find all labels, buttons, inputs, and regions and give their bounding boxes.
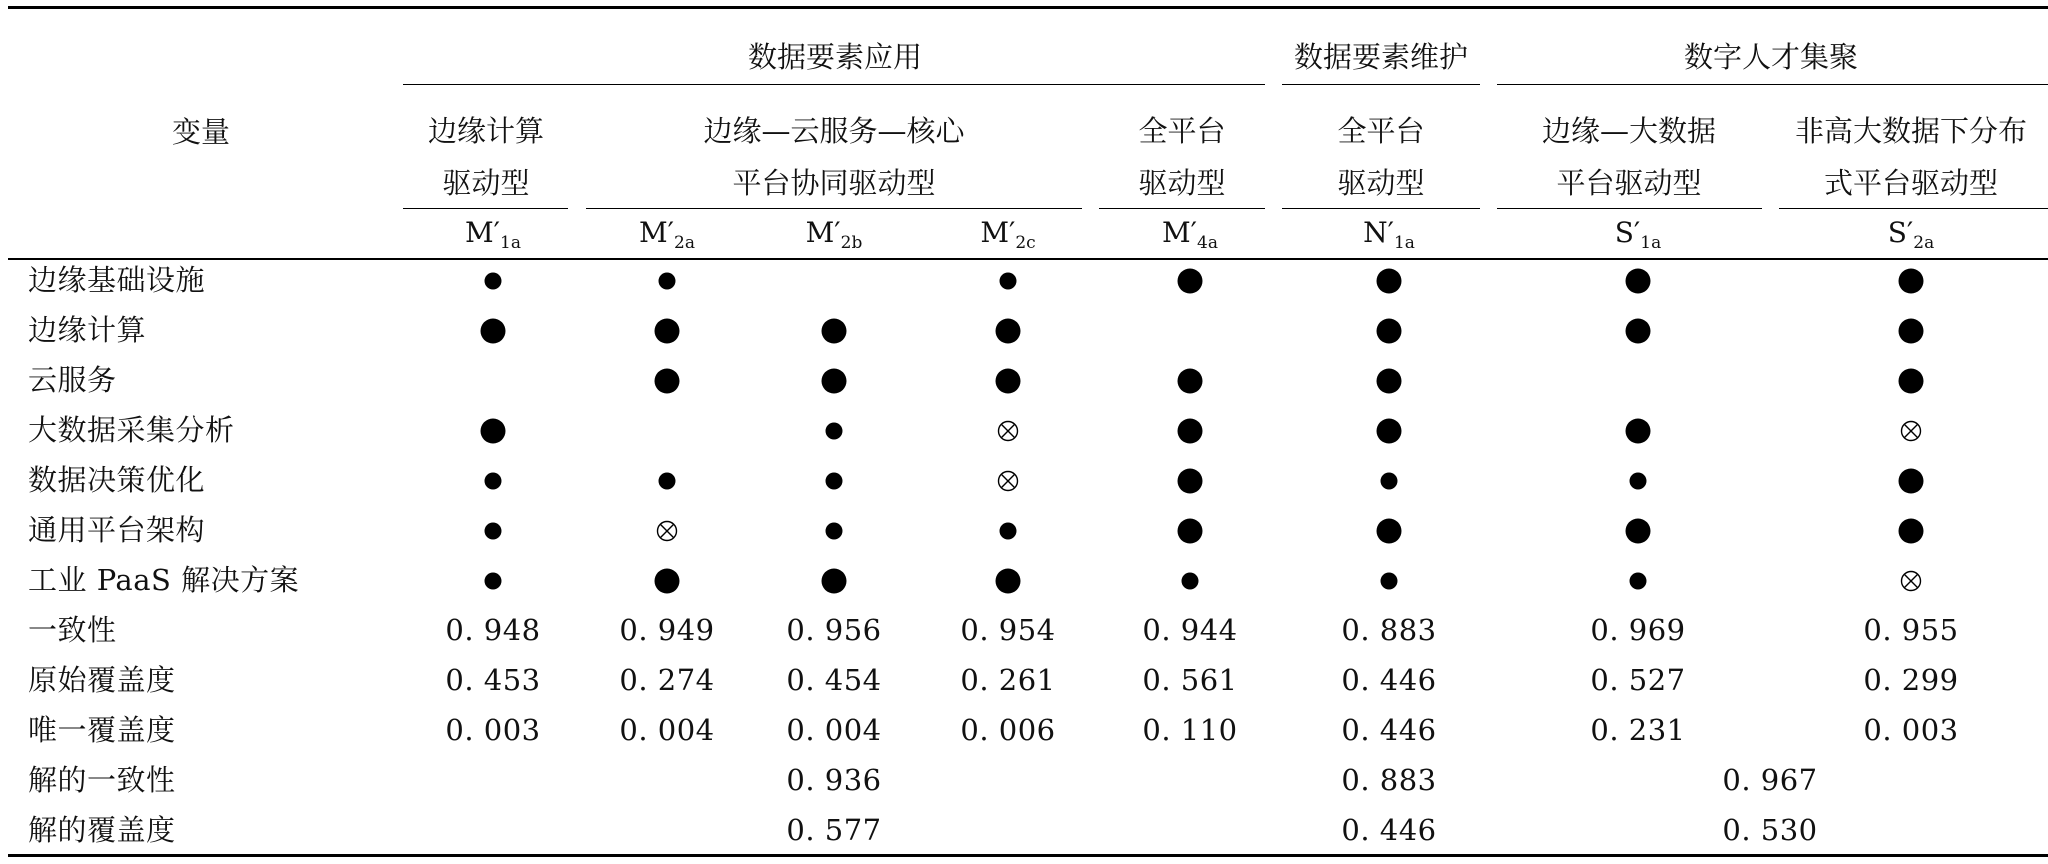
- peripheral-condition-dot: [659, 473, 676, 490]
- config-code-base: S′: [1614, 216, 1641, 249]
- peripheral-condition-dot: [485, 273, 502, 290]
- metric-value: 0. 004: [786, 713, 882, 747]
- core-condition-dot: [1377, 319, 1402, 344]
- config-code-7: [1614, 216, 1662, 253]
- config-code-5: [1162, 216, 1218, 253]
- peripheral-condition-dot: [1182, 573, 1199, 590]
- absent-condition-icon: [656, 520, 678, 542]
- peripheral-condition-dot: [1000, 273, 1017, 290]
- sub-rule-1: [403, 208, 568, 209]
- peripheral-condition-dot: [1381, 473, 1398, 490]
- absent-condition-icon: [997, 420, 1019, 442]
- core-condition-dot: [996, 569, 1021, 594]
- config-code-base: M′: [805, 216, 841, 249]
- config-code-subscript: 1a: [1393, 233, 1415, 253]
- metric-value: 0. 231: [1590, 713, 1686, 747]
- config-code-3: [805, 216, 863, 253]
- metric-value: 0. 446: [1341, 663, 1437, 697]
- group-header-data-application: 数据要素应用: [747, 40, 923, 74]
- metric-value: 0. 006: [960, 713, 1056, 747]
- solution-label: 解的一致性: [28, 763, 176, 797]
- top-rule: [8, 6, 2048, 9]
- bottom-rule: [8, 854, 2048, 857]
- core-condition-dot: [822, 369, 847, 394]
- group-rule-talent: [1497, 84, 2048, 85]
- core-condition-dot: [822, 569, 847, 594]
- config-code-base: M′: [639, 216, 675, 249]
- metric-value: 0. 454: [786, 663, 882, 697]
- variable-header: 变量: [172, 115, 231, 149]
- peripheral-condition-dot: [826, 523, 843, 540]
- solution-value: 0. 967: [1722, 763, 1818, 797]
- config-code-1: [465, 216, 521, 253]
- core-condition-dot: [1899, 319, 1924, 344]
- metric-value: 0. 956: [786, 613, 882, 647]
- config-code-subscript: 2a: [674, 233, 695, 253]
- config-code-subscript: 1a: [1640, 233, 1662, 253]
- peripheral-condition-dot: [826, 473, 843, 490]
- header-bottom-rule: [8, 258, 2048, 260]
- core-condition-dot: [1377, 269, 1402, 294]
- core-condition-dot: [1178, 419, 1203, 444]
- metric-value: 0. 561: [1142, 663, 1238, 697]
- core-condition-dot: [1899, 269, 1924, 294]
- core-condition-dot: [1626, 419, 1651, 444]
- core-condition-dot: [1178, 369, 1203, 394]
- metric-label: 一致性: [28, 613, 117, 647]
- config-code-subscript: 1a: [500, 233, 521, 253]
- core-condition-dot: [655, 319, 680, 344]
- metric-value: 0. 955: [1863, 613, 1959, 647]
- core-condition-dot: [1899, 519, 1924, 544]
- solution-value: 0. 530: [1722, 813, 1818, 847]
- variable-label: 通用平台架构: [28, 513, 206, 547]
- metric-value: 0. 883: [1341, 613, 1437, 647]
- config-code-base: M′: [465, 216, 501, 249]
- metric-value: 0. 453: [445, 663, 541, 697]
- peripheral-condition-dot: [485, 573, 502, 590]
- subgroup-3-line1: 全平台: [1138, 114, 1226, 148]
- sub-rule-6: [1779, 208, 2048, 209]
- variable-label: 边缘计算: [28, 313, 147, 347]
- config-code-subscript: 2b: [840, 233, 863, 253]
- absent-condition-icon: [1900, 420, 1922, 442]
- subgroup-3-line2: 驱动型: [1138, 166, 1226, 200]
- variable-label: 数据决策优化: [28, 463, 206, 497]
- core-condition-dot: [996, 319, 1021, 344]
- core-condition-dot: [655, 369, 680, 394]
- core-condition-dot: [1377, 369, 1402, 394]
- metric-value: 0. 948: [445, 613, 541, 647]
- solution-value: 0. 883: [1341, 763, 1437, 797]
- group-header-data-maintenance: 数据要素维护: [1293, 40, 1469, 74]
- solution-value: 0. 936: [786, 763, 882, 797]
- core-condition-dot: [481, 319, 506, 344]
- subgroup-2-line2: 平台协同驱动型: [732, 166, 936, 200]
- variable-label: 大数据采集分析: [28, 413, 235, 447]
- core-condition-dot: [1899, 469, 1924, 494]
- core-condition-dot: [1178, 469, 1203, 494]
- metric-value: 0. 004: [619, 713, 715, 747]
- config-code-subscript: 4a: [1197, 233, 1218, 253]
- core-condition-dot: [996, 369, 1021, 394]
- solution-value: 0. 446: [1341, 813, 1437, 847]
- metric-value: 0. 527: [1590, 663, 1686, 697]
- config-code-base: S′: [1887, 216, 1914, 249]
- peripheral-condition-dot: [485, 523, 502, 540]
- metric-label: 原始覆盖度: [28, 663, 176, 697]
- peripheral-condition-dot: [1381, 573, 1398, 590]
- config-code-8: [1887, 216, 1935, 253]
- metric-value: 0. 969: [1590, 613, 1686, 647]
- solution-value: 0. 577: [786, 813, 882, 847]
- subgroup-5-line1: 边缘—大数据: [1541, 114, 1717, 148]
- variable-label: 云服务: [28, 363, 117, 397]
- subgroup-6-line1: 非高大数据下分布: [1794, 114, 2028, 148]
- peripheral-condition-dot: [659, 273, 676, 290]
- config-code-base: N′: [1363, 216, 1394, 249]
- absent-condition-icon: [1900, 570, 1922, 592]
- config-code-subscript: 2c: [1015, 233, 1036, 253]
- peripheral-condition-dot: [1630, 473, 1647, 490]
- config-code-4: [980, 216, 1036, 253]
- peripheral-condition-dot: [1630, 573, 1647, 590]
- sub-rule-5: [1497, 208, 1762, 209]
- config-code-base: M′: [1162, 216, 1198, 249]
- variable-label: 工业 PaaS 解决方案: [28, 563, 300, 597]
- peripheral-condition-dot: [1000, 523, 1017, 540]
- group-rule-data-application: [403, 84, 1265, 85]
- metric-value: 0. 944: [1142, 613, 1238, 647]
- peripheral-condition-dot: [485, 473, 502, 490]
- core-condition-dot: [655, 569, 680, 594]
- config-code-base: M′: [980, 216, 1016, 249]
- core-condition-dot: [1626, 319, 1651, 344]
- core-condition-dot: [1377, 419, 1402, 444]
- subgroup-1-line2: 驱动型: [442, 166, 530, 200]
- core-condition-dot: [1178, 519, 1203, 544]
- config-code-6: [1363, 216, 1415, 253]
- config-code-2: [639, 216, 695, 253]
- sub-rule-3: [1099, 208, 1265, 209]
- group-header-talent: 数字人才集聚: [1683, 40, 1859, 74]
- metric-value: 0. 261: [960, 663, 1056, 697]
- subgroup-5-line2: 平台驱动型: [1556, 166, 1702, 200]
- subgroup-6-line2: 式平台驱动型: [1823, 166, 1999, 200]
- metric-value: 0. 954: [960, 613, 1056, 647]
- metric-value: 0. 949: [619, 613, 715, 647]
- subgroup-4-line2: 驱动型: [1337, 166, 1425, 200]
- config-code-subscript: 2a: [1913, 233, 1935, 253]
- subgroup-1-line1: 边缘计算: [427, 114, 545, 148]
- variable-label: 边缘基础设施: [28, 263, 206, 297]
- core-condition-dot: [1178, 269, 1203, 294]
- subgroup-4-line1: 全平台: [1337, 114, 1425, 148]
- metric-value: 0. 299: [1863, 663, 1959, 697]
- sub-rule-4: [1282, 208, 1480, 209]
- subgroup-2-line1: 边缘—云服务—核心: [703, 114, 965, 148]
- core-condition-dot: [1626, 269, 1651, 294]
- core-condition-dot: [1377, 519, 1402, 544]
- group-rule-data-maintenance: [1282, 84, 1480, 85]
- absent-condition-icon: [997, 470, 1019, 492]
- metric-label: 唯一覆盖度: [28, 713, 176, 747]
- metric-value: 0. 446: [1341, 713, 1437, 747]
- solution-label: 解的覆盖度: [28, 813, 176, 847]
- core-condition-dot: [481, 419, 506, 444]
- metric-value: 0. 274: [619, 663, 715, 697]
- sub-rule-2: [586, 208, 1082, 209]
- core-condition-dot: [822, 319, 847, 344]
- peripheral-condition-dot: [826, 423, 843, 440]
- core-condition-dot: [1899, 369, 1924, 394]
- metric-value: 0. 110: [1142, 713, 1238, 747]
- metric-value: 0. 003: [1863, 713, 1959, 747]
- metric-value: 0. 003: [445, 713, 541, 747]
- core-condition-dot: [1626, 519, 1651, 544]
